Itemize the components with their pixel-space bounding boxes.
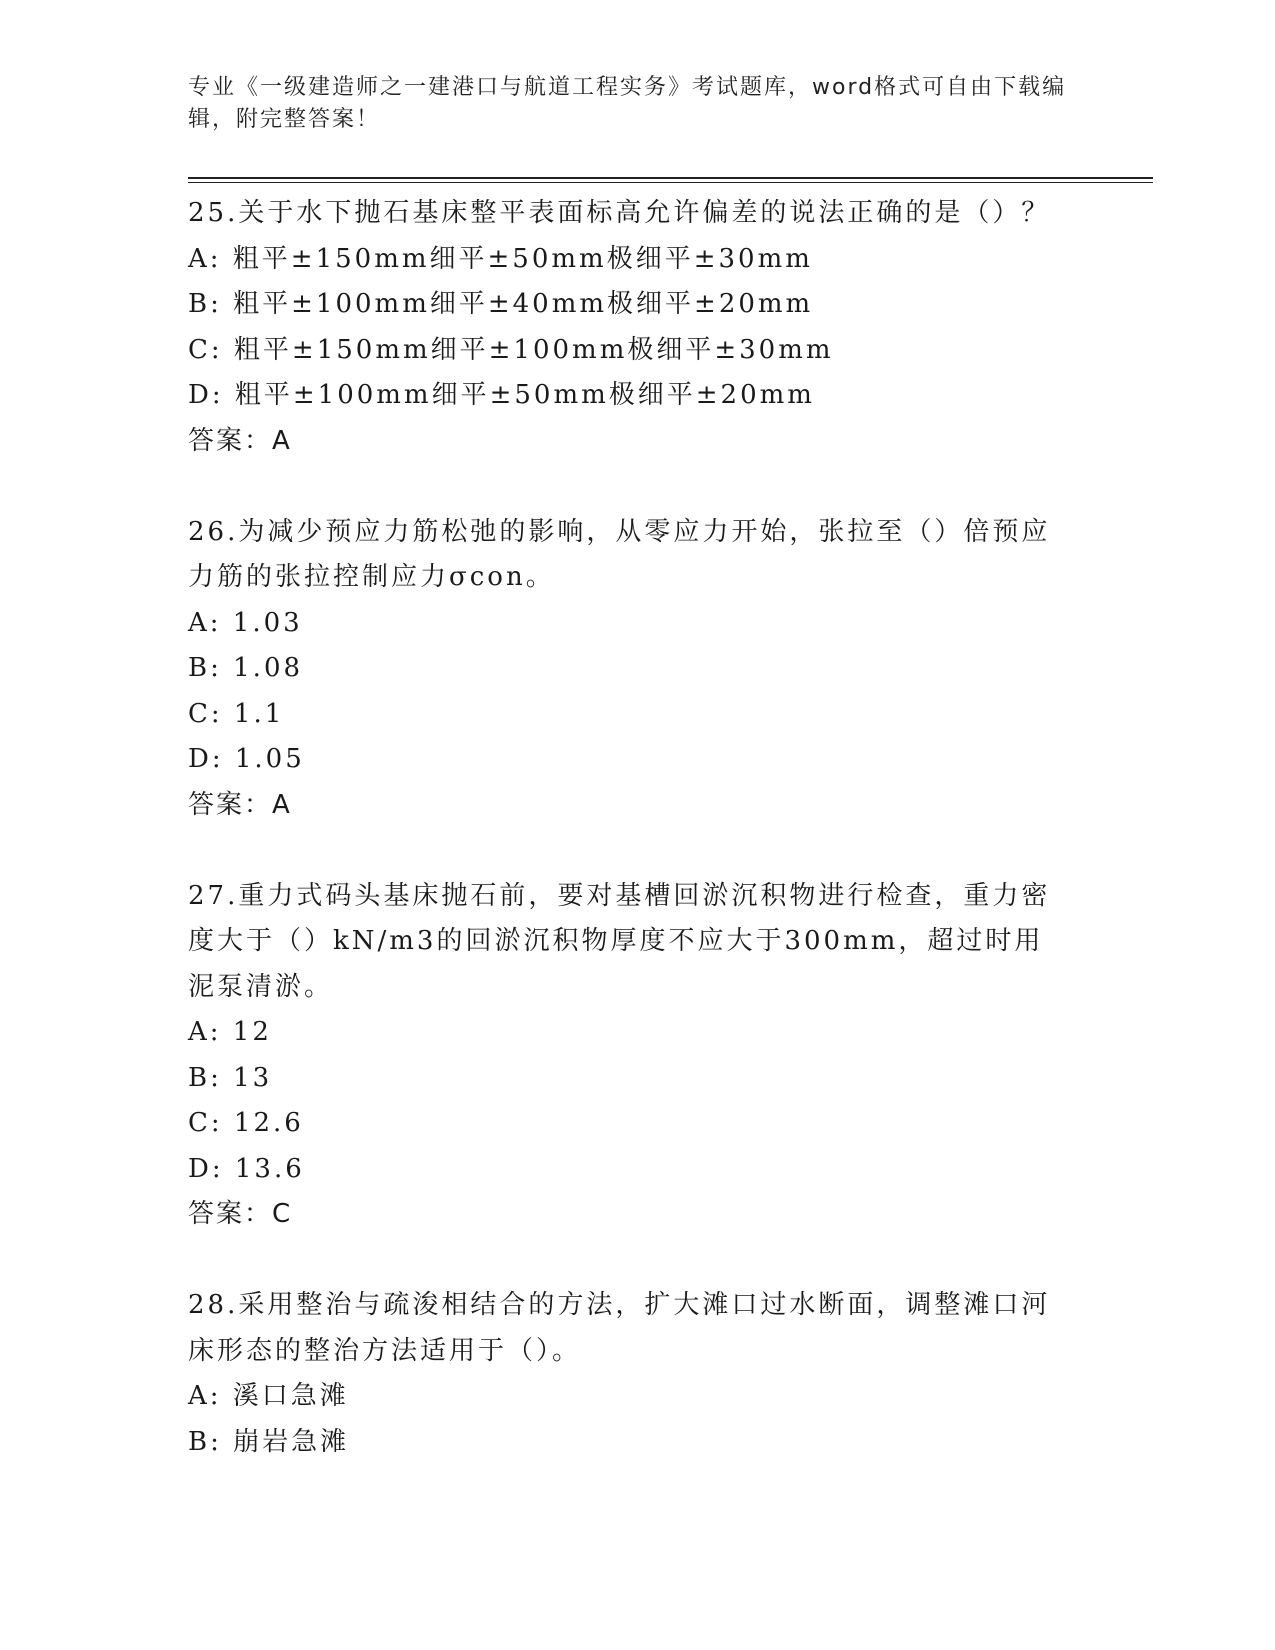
question-spacer [188, 828, 1078, 874]
question-stem: 27.重力式码头基床抛石前，要对基槽回淤沉积物进行检查，重力密度大于（）kN/m3的回淤沉积物厚度不应大于300mm，超过时用泥泵清淤。 [188, 880, 1051, 1002]
option-d: D: 13.6 [188, 1153, 305, 1184]
option-b: B: 粗平±100mm细平±40mm极细平±20mm [188, 289, 814, 319]
option-b: B: 崩岩急滩 [188, 1426, 350, 1457]
question-spacer [188, 464, 1078, 510]
question-25 [188, 191, 1078, 464]
header-divider-thin [188, 182, 1153, 183]
answer-label: 答案：A [188, 425, 292, 456]
answer-label: 答案：C [188, 1199, 293, 1229]
option-d: D: 1.05 [188, 744, 305, 774]
option-b: B: 1.08 [188, 653, 304, 683]
option-c: C: 粗平±150mm细平±100mm极细平±30mm [188, 334, 834, 365]
option-c: C: 1.1 [188, 698, 285, 729]
question-stem: 28.采用整治与疏浚相结合的方法，扩大滩口过水断面，调整滩口河床形态的整治方法适用于（）。 [188, 1290, 1051, 1366]
option-a: A: 1.03 [188, 607, 303, 638]
question-28 [188, 1283, 1078, 1465]
question-26 [188, 510, 1078, 829]
question-27 [188, 874, 1078, 1238]
option-c: C: 12.6 [188, 1108, 304, 1138]
header-divider-thick [188, 177, 1153, 179]
option-a: A: 12 [188, 1017, 272, 1047]
option-b: B: 13 [188, 1062, 273, 1093]
question-stem: 25.关于水下抛石基床整平表面标高允许偏差的说法正确的是（）？ [188, 198, 1051, 228]
option-a: A: 溪口急滩 [188, 1381, 349, 1411]
answer-label: 答案：A [188, 789, 292, 820]
question-list [188, 191, 1078, 1465]
option-d: D: 粗平±100mm细平±50mm极细平±20mm [188, 380, 815, 410]
document-header: 专业《一级建造师之一建港口与航道工程实务》考试题库，word格式可自由下载编辑，附完整答案！ [188, 75, 1067, 132]
option-a: A: 粗平±150mm细平±50mm极细平±30mm [188, 243, 813, 274]
question-stem: 26.为减少预应力筋松弛的影响，从零应力开始，张拉至（）倍预应力筋的张拉控制应力σcon。 [188, 516, 1051, 592]
question-spacer [188, 1238, 1078, 1284]
